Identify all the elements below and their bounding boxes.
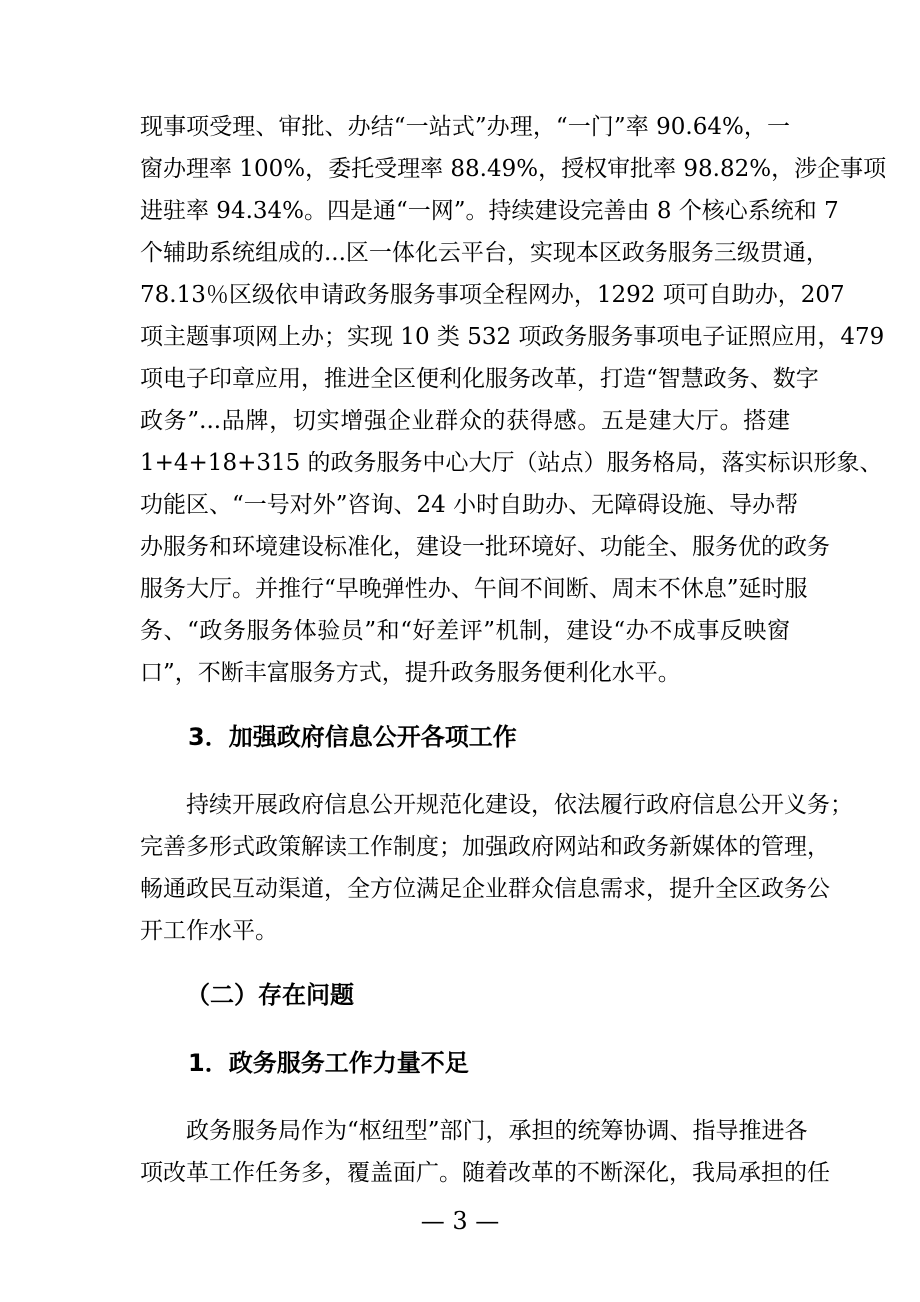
body-line: 口”，不断丰富服务方式，提升政务服务便利化水平。: [140, 660, 681, 686]
page-number: — 3 —: [420, 1207, 500, 1235]
body-line: 1+4+18+315 的政务服务中心大厅（站点）服务格局，落实标识形象、: [140, 450, 883, 476]
body-line: 项电子印章应用，推进全区便利化服务改革，打造“智慧政务、数字: [140, 366, 819, 392]
section-heading: 1．政务服务工作力量不足: [188, 1049, 469, 1077]
body-line: 开工作水平。: [140, 918, 278, 944]
body-line: 个辅助系统组成的...区一体化云平台，实现本区政务服务三级贯通，: [140, 240, 829, 266]
section-heading: 3．加强政府信息公开各项工作: [188, 723, 517, 751]
body-line: 政务”...品牌，切实增强企业群众的获得感。五是建大厅。搭建: [140, 408, 790, 434]
body-line: 进驻率 94.34%。四是通“一网”。持续建设完善由 8 个核心系统和 7: [140, 198, 839, 224]
body-line: 78.13％区级依申请政务服务事项全程网办，1292 项可自助办，207: [140, 282, 845, 308]
body-line: 持续开展政府信息公开规范化建设，依法履行政府信息公开义务；: [186, 792, 853, 818]
body-line: 项主题事项网上办；实现 10 类 532 项政务服务事项电子证照应用，479: [140, 324, 885, 350]
body-line: 服务大厅。并推行“早晚弹性办、午间不间断、周末不休息”延时服: [140, 576, 808, 602]
body-line: 务、“政务服务体验员”和“好差评”机制，建设“办不成事反映窗: [140, 618, 790, 644]
body-line: 现事项受理、审批、办结“一站式”办理，“一门”率 90.64%，一: [140, 114, 790, 140]
body-line: 窗办理率 100%，委托受理率 88.49%，授权审批率 98.82%，涉企事项: [140, 156, 887, 182]
part-heading: （二）存在问题: [186, 981, 354, 1009]
body-line: 项改革工作任务多，覆盖面广。随着改革的不断深化，我局承担的任: [140, 1160, 830, 1186]
body-line: 政务服务局作为“枢纽型”部门，承担的统筹协调、指导推进各: [186, 1118, 808, 1144]
body-line: 完善多形式政策解读工作制度；加强政府网站和政务新媒体的管理，: [140, 834, 830, 860]
body-line: 办服务和环境建设标准化，建设一批环境好、功能全、服务优的政务: [140, 534, 830, 560]
body-line: 畅通政民互动渠道，全方位满足企业群众信息需求，提升全区政务公: [140, 876, 830, 902]
body-line: 功能区、“一号对外”咨询、24 小时自助办、无障碍设施、导办帮: [140, 492, 799, 518]
